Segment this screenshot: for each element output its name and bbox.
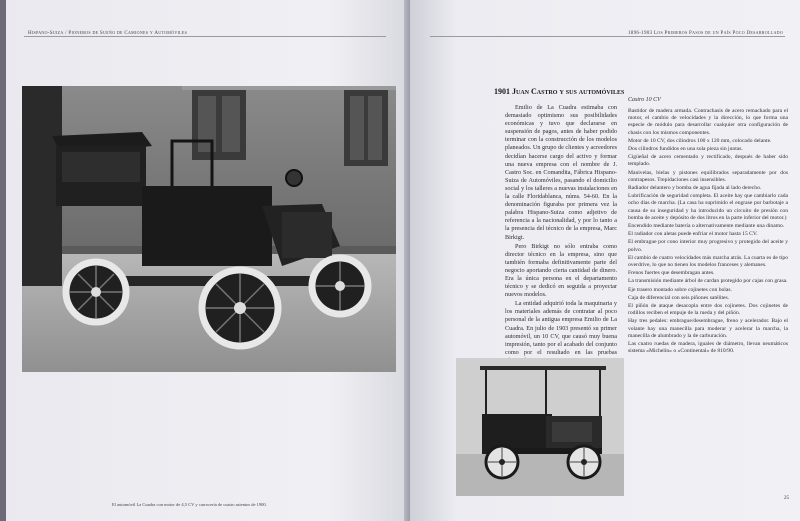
running-head-left: Hispano-Suiza / Pioneros de Sueño de Camiones y Automóviles — [28, 31, 188, 36]
spec-paragraph: Encendido mediante batería o alternativamente mediante una dinamo. — [628, 223, 785, 230]
spec-paragraph: El piñón de ataque desacopla entre dos cojinetes. Dos cojinetes de rodillos reciben el empuje de la rueda y del piñón. — [628, 303, 788, 317]
spec-paragraph: El embrague por cono interior muy progresivo y protegido del aceite y polvo. — [628, 239, 788, 253]
right-page — [410, 0, 800, 521]
spec-paragraph: Eje trasero montado sobre cojinetes con bolas. — [628, 286, 732, 293]
spec-paragraph: El radiador con aletas puede enfriar el motor hasta 15 CV. — [628, 231, 758, 238]
spec-paragraph: Lubrificación de seguridad completa. El aceite hay que cambiarlo cada ocho días de marcha. (La casa ha suprimido el engrase por barbotaje a causa de su inseguridad y ha introducido un circuito de presión con bomba de aceite y depósito de dos litros en la parte inferior del motor.) — [628, 193, 788, 221]
paragraph: Pero Birkigt no sólo entraba como director técnico en la empresa, sino que también formaba definitivamente parte del negocio aportando cierta cantidad de dinero. Era la única persona en el departamento técnico y se dedicó en seguida a proyectar nuevos modelos. — [505, 242, 617, 299]
spec-paragraph: Las cuatro ruedas de madera, iguales de diámetro, llevan neumáticos sistema «Michelin» o «Continental» de 810/90. — [628, 341, 788, 355]
spec-paragraph: Radiador delantero y bomba de agua fijada al lado derecho. — [628, 185, 762, 192]
spec-paragraph: Caja de diferencial con seis piñones satélites. — [628, 294, 730, 301]
text-column-right — [628, 108, 788, 357]
left-page — [6, 0, 410, 521]
spec-paragraph: Motor de 10 CV, dos cilindros 100 x 120 mm, colocado delante. — [628, 137, 772, 144]
car-photo-large-image — [22, 86, 396, 372]
header-rule-right — [430, 36, 785, 37]
spec-paragraph: Dos cilindros fundidos en una sola pieza sin juntas. — [628, 146, 743, 153]
header-rule-left — [24, 36, 386, 37]
running-head-right: 1896-1903 Los Primeros Pasos de un País Poco Desarrollado — [628, 31, 784, 36]
spec-paragraph: El cambio de cuatro velocidades más marcha atrás. La cuarta es de tipo overdrive, lo que no tienen los modelos franceses y alemanes. — [628, 254, 788, 269]
spec-paragraph: La transmisión mediante árbol de cardan protegido por cajas con grasa. — [628, 278, 788, 285]
spec-paragraph: Frenos fuertes que desembragan antes. — [628, 270, 715, 277]
spec-paragraph: Bastidor de madera armada. Contrachasis de acero remachado para el motor, el cambio de velocidades y la dirección, lo que forma una especie de módulo para desarrollar cualquier otra configuración de chasis con los mismos componentes. — [628, 108, 788, 136]
paragraph: La entidad adquirió toda la maquinaria y los materiales además de contratar al poco personal de la antigua empresa Emilio de La Cuadra. En julio de 1903 presentó su primer automóvil, un 10 CV, que causó muy buena impresión, tanto por el acabado del conjunto como por el resultado en las pruebas — [505, 300, 617, 356]
spec-paragraph: Hay tres pedales: embrague/desembrague, freno y acelerador. Bajo el volante hay una manecilla para moderar y acelerar la marcha, la manecilla de alumbrado y la de carburación. — [628, 318, 788, 339]
section-title: 1901 Juan Castro y sus automóviles — [494, 87, 625, 96]
sub-title: Castro 10 CV — [628, 97, 661, 103]
car-photo-large — [22, 86, 396, 372]
text-column-left — [505, 104, 617, 366]
bottom-caption: El automóvil La Cuadra con motor de 4,5 CV y carrocería de cuatro asientos de 1900. — [112, 502, 267, 507]
spec-paragraph: Manivelas, bielas y pistones equilibrados separadamente por dos contrapesos. Trepidaciones casi insensibles. — [628, 169, 788, 183]
car-photo-small — [456, 358, 624, 496]
paragraph: Emilio de La Cuadra estimaba con demasiado optimismo sus posibilidades económicas y tuvo que declararse en suspensión de pagos, antes de haber podido terminar con la construcción de los modelos planeados. Un grupo de clientes y acreedores decidían hacerse cargo del activo y formar una nueva empresa con el nombre de J. Castro Soc. en Comandita, Fábrica Hispano-Suiza de Automóviles, pasando el domicilio social y los talleres a nuevas instalaciones en la calle Floridablanca, núms. 54-60. En la denominación figuraba por primera vez la palabra Hispano-Suiza como adjetivo de referencia a la nacionalidad, y por lo tanto a la presencia del técnico de la empresa, Marc Birkigt. — [505, 104, 617, 241]
spec-paragraph: Cigüeñal de acero cementado y rectificado, después de haber sido templado. — [628, 154, 788, 168]
car-photo-small-image — [456, 358, 624, 496]
page-number: 25 — [784, 496, 789, 501]
